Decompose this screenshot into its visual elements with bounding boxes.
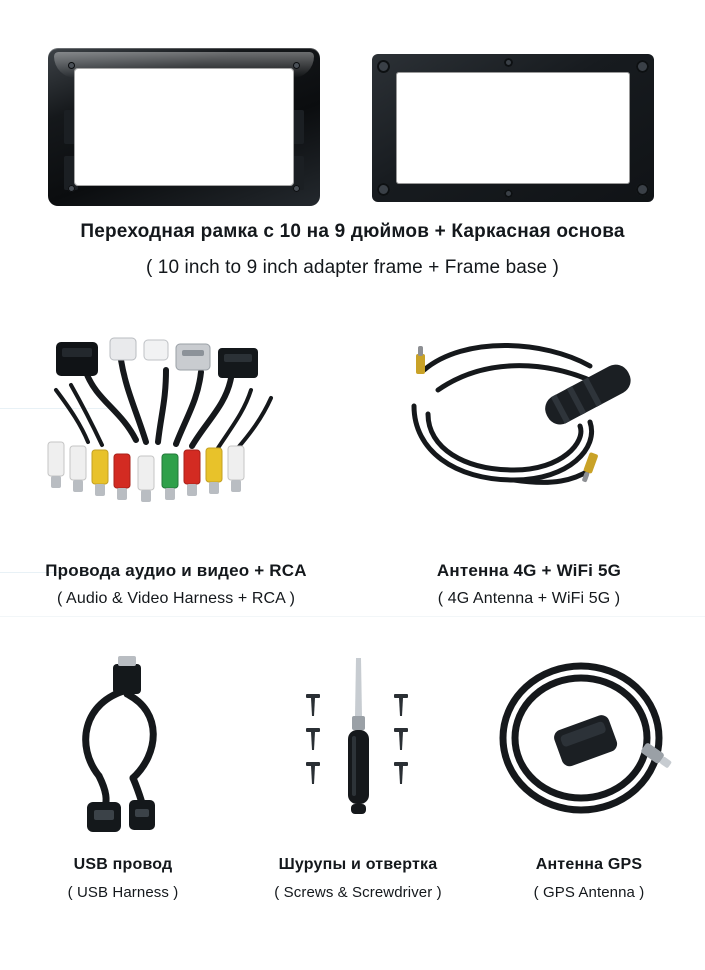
caption-ru: USB провод <box>73 856 173 873</box>
caption-en: ( 4G Antenna + WiFi 5G ) <box>437 590 621 608</box>
caption-en: ( Screws & Screwdriver ) <box>274 884 442 901</box>
item-gps-antenna <box>478 650 700 950</box>
caption-ru: Антенна GPS <box>535 856 643 873</box>
gps-antenna-icon <box>478 650 700 850</box>
harness-captions <box>0 560 352 610</box>
antenna-captions <box>353 560 705 610</box>
caption-en: ( GPS Antenna ) <box>533 884 645 901</box>
mount-boss-icon <box>504 58 513 67</box>
gps-captions <box>478 855 700 903</box>
caption-ru: Переходная рамка с 10 на 9 дюймов + Каркасная основа <box>80 221 625 242</box>
gloss-highlight <box>54 52 314 78</box>
screws-captions <box>238 855 478 903</box>
item-audio-video-harness <box>0 330 352 610</box>
row-harness-antenna <box>0 330 705 610</box>
wiring-harness-icon <box>0 330 352 520</box>
mount-boss-icon <box>636 60 649 73</box>
mount-boss-icon <box>377 183 390 196</box>
mount-boss-icon <box>504 189 513 198</box>
item-adapter-frame <box>0 18 705 288</box>
adapter-frame-photo <box>0 18 705 198</box>
screw-hole-icon <box>68 185 75 192</box>
frame-base-icon <box>372 54 654 202</box>
caption-en: ( USB Harness ) <box>67 884 179 901</box>
screwdriver-icon <box>238 650 478 850</box>
frame-tab <box>64 110 78 144</box>
mount-boss-icon <box>377 60 390 73</box>
caption-ru: Шурупы и отвертка <box>278 856 438 873</box>
row-usb-screws-gps <box>0 650 705 950</box>
caption-ru: Антенна 4G + WiFi 5G <box>436 560 622 580</box>
item-antenna-4g-wifi <box>353 330 705 610</box>
caption-en: ( 10 inch to 9 inch adapter frame + Frame base ) <box>146 256 559 278</box>
car-radio-frame-icon <box>48 48 320 206</box>
screw-hole-icon <box>68 62 75 69</box>
usb-captions <box>8 855 238 903</box>
item-screws-screwdriver <box>238 650 478 950</box>
adapter-frame-captions <box>0 220 705 280</box>
usb-cable-icon <box>8 650 238 850</box>
decorative-line <box>0 616 705 617</box>
screw-hole-icon <box>293 62 300 69</box>
caption-en: ( Audio & Video Harness + RCA ) <box>56 590 296 608</box>
mount-boss-icon <box>636 183 649 196</box>
screw-hole-icon <box>293 185 300 192</box>
item-usb-harness <box>8 650 238 950</box>
caption-ru: Провода аудио и видео + RCA <box>45 560 307 580</box>
antenna-icon <box>353 330 705 520</box>
frame-tab <box>290 110 304 144</box>
